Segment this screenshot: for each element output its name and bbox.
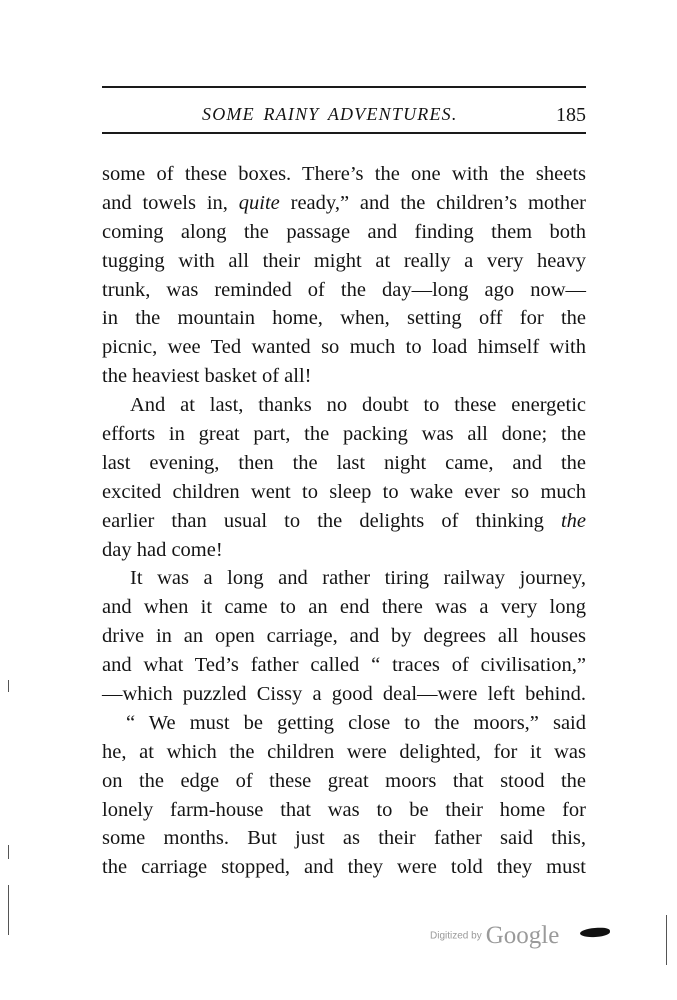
text-line: last evening, then the last night came, and the xyxy=(102,451,586,474)
emphasis-the: the xyxy=(560,509,586,532)
margin-mark xyxy=(8,885,9,935)
margin-mark xyxy=(8,845,9,859)
text-line: tugging with all their might at really a very heavy xyxy=(102,249,586,272)
paragraph-start: And at last, thanks no doubt to these energetic xyxy=(130,394,586,417)
body-text xyxy=(102,160,586,882)
margin-mark xyxy=(8,680,9,692)
top-rule xyxy=(102,86,586,88)
text-line: and what Ted’s father called “ traces of civilisation,” xyxy=(102,654,586,677)
running-head: SOME RAINY ADVENTURES. xyxy=(202,104,458,124)
text-line: coming along the passage and finding them both xyxy=(102,220,586,243)
text-line: —which puzzled Cissy a good deal—were left behind. xyxy=(102,683,586,706)
text-span: and towels in, xyxy=(102,191,228,214)
paragraph-start: “ We must be getting close to the moors,” said xyxy=(126,711,586,734)
text-line: lonely farm-house that was to be their home for xyxy=(102,798,586,821)
page-number: 185 xyxy=(556,104,586,126)
text-line: the carriage stopped, and they were told they must xyxy=(102,856,586,879)
digitized-label: Digitized by xyxy=(430,930,482,942)
paragraph-start: It was a long and rather tiring railway journey, xyxy=(130,567,586,590)
text-line xyxy=(102,189,586,218)
text-line: and when it came to an end there was a very long xyxy=(102,596,586,619)
text-line: drive in an open carriage, and by degrees all houses xyxy=(102,625,586,648)
text-line: the heaviest basket of all! xyxy=(102,365,312,388)
text-line: day had come! xyxy=(102,538,223,561)
text-line: he, at which the children were delighted, for it was xyxy=(102,740,586,763)
text-span: ready,” and the children’s mother xyxy=(290,191,587,214)
google-logo-text: Google xyxy=(485,922,560,949)
text-line: efforts in great part, the packing was all done; the xyxy=(102,423,586,446)
margin-mark xyxy=(666,915,667,965)
text-line: picnic, wee Ted wanted so much to load himself with xyxy=(102,336,586,359)
page-header xyxy=(102,104,586,130)
emphasis-quite: quite xyxy=(238,191,280,214)
ink-smudge xyxy=(580,927,611,938)
text-line: on the edge of these great moors that stood the xyxy=(102,769,586,792)
text-line: in the mountain home, when, setting off for the xyxy=(102,307,586,330)
header-rule xyxy=(102,132,586,134)
text-line: trunk, was reminded of the day—long ago now— xyxy=(102,278,586,301)
digitized-watermark xyxy=(430,922,559,950)
text-span: earlier than usual to the delights of thinking xyxy=(102,509,544,532)
text-line xyxy=(102,507,586,536)
text-line: some months. But just as their father said this, xyxy=(102,827,586,850)
text-line: excited children went to sleep to wake ever so much xyxy=(102,480,586,503)
text-line: some of these boxes. There’s the one with the sheets xyxy=(102,163,586,185)
